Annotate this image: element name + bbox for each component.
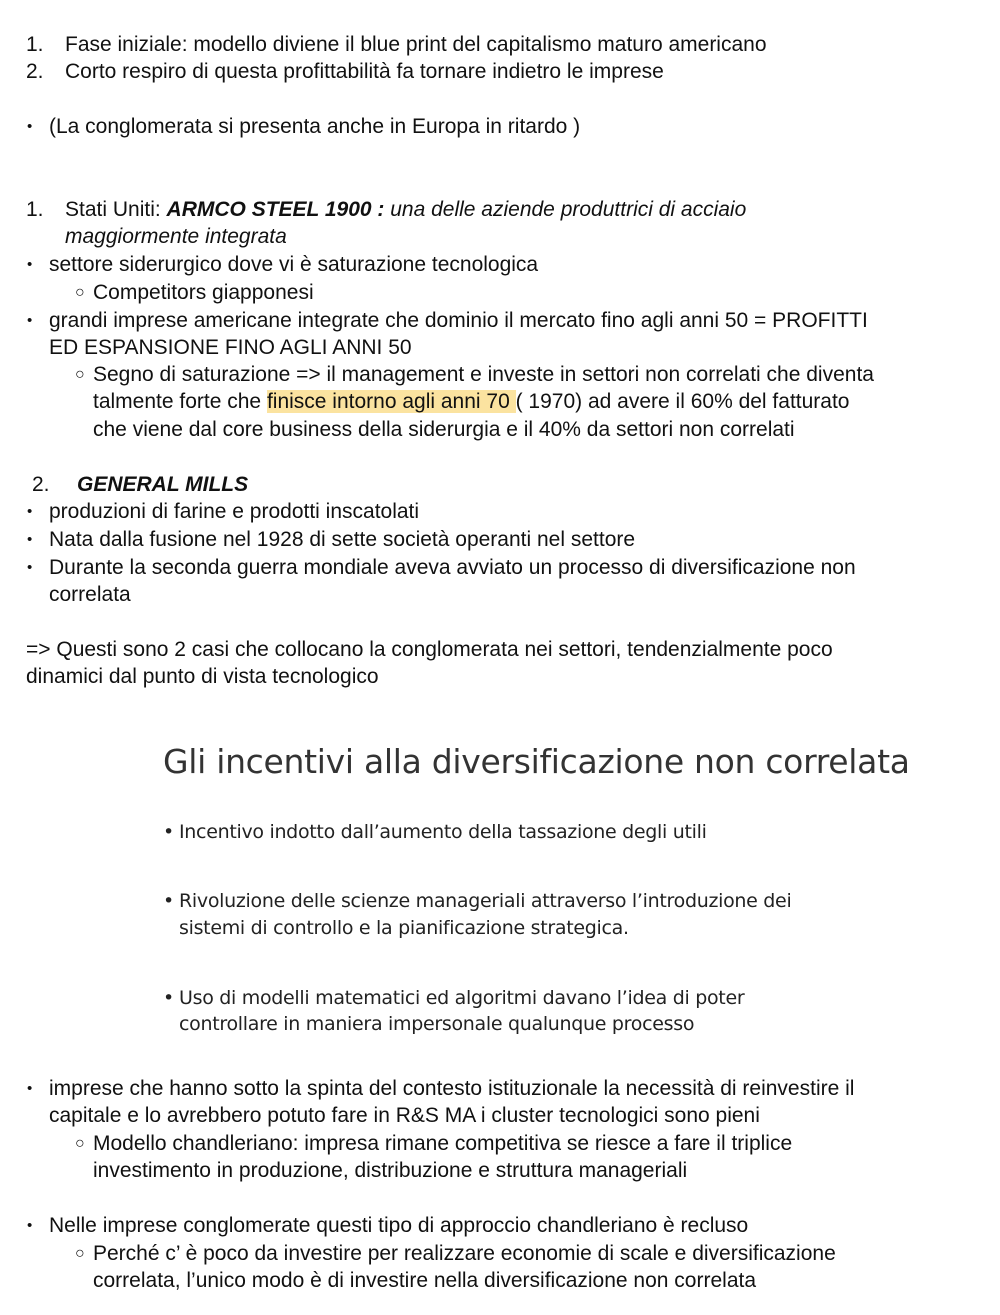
sub-bullet-marker: ○: [75, 1135, 85, 1152]
conclusion: => Questi sono 2 casi che collocano la conglomerata nei settori, tendenzialmente poco: [26, 638, 833, 661]
text-run: talmente forte che: [93, 390, 267, 413]
bullet-marker: •: [163, 821, 175, 843]
list-item-text: Fase iniziale: modello diviene il blue print del capitalismo maturo americano: [65, 33, 767, 56]
final-sub-bullet-2: Perché c’ è poco da investire per realizzare economie di scale e diversificazione: [93, 1242, 836, 1265]
slide-item-3-cont: controllare in maniera impersonale qualunque processo: [179, 1013, 695, 1035]
europe-note: (La conglomerata si presenta anche in Europa in ritardo ): [49, 115, 581, 138]
sub-bullet-marker: ○: [75, 366, 85, 383]
armco-prefix: Stati Uniti:: [65, 198, 167, 221]
bullet-marker: •: [27, 1080, 33, 1097]
armco-bullet-1: settore siderurgico dove vi è saturazione tecnologica: [49, 253, 539, 276]
armco-desc-cont: maggiormente integrata: [65, 225, 287, 248]
final-bullet-2: Nelle imprese conglomerate questi tipo di approccio chandleriano è recluso: [49, 1214, 749, 1237]
gm-bullet-1: produzioni di farine e prodotti inscatolati: [49, 500, 420, 523]
gm-heading: GENERAL MILLS: [77, 473, 249, 496]
armco-sub-bullet-2: Segno di saturazione => il management e investe in settori non correlati che diventa: [93, 363, 874, 386]
sub-bullet-marker: ○: [75, 1245, 85, 1262]
final-sub-bullet-1-cont: investimento in produzione, distribuzione e struttura manageriali: [93, 1159, 688, 1182]
armco-sub-bullet-1: Competitors giapponesi: [93, 281, 314, 304]
text-run: ( 1970) ad avere il 60% del fatturato: [515, 390, 850, 413]
list-number: 2.: [32, 473, 50, 496]
list-number: 2.: [26, 60, 44, 83]
list-number: 1.: [26, 198, 44, 221]
conclusion-cont: dinamici dal punto di vista tecnologico: [26, 665, 379, 688]
armco-bullet-2-cont: ED ESPANSIONE FINO AGLI ANNI 50: [49, 336, 412, 359]
bullet-marker: •: [27, 503, 33, 520]
bullet-marker: •: [27, 312, 33, 329]
bullet-marker: •: [163, 890, 175, 912]
bullet-marker: •: [27, 118, 33, 135]
list-item-text: Corto respiro di questa profittabilità fa tornare indietro le imprese: [65, 60, 664, 83]
bullet-marker: •: [27, 256, 33, 273]
armco-heading: [65, 196, 746, 223]
slide-item-3: Uso di modelli matematici ed algoritmi davano l’idea di poter: [179, 987, 745, 1009]
bullet-marker: •: [27, 1217, 33, 1234]
armco-sub-bullet-2-cont: che viene dal core business della siderurgia e il 40% da settori non correlati: [93, 418, 795, 441]
sub-bullet-marker: ○: [75, 284, 85, 301]
slide-title: Gli incentivi alla diversificazione non correlata: [163, 742, 910, 781]
final-sub-bullet-2-cont: correlata, l’unico modo è di investire nella diversificazione non correlata: [93, 1269, 757, 1292]
final-bullet-1: imprese che hanno sotto la spinta del contesto istituzionale la necessità di reinvestire il: [49, 1077, 855, 1100]
final-sub-bullet-1: Modello chandleriano: impresa rimane competitiva se riesce a fare il triplice: [93, 1132, 793, 1155]
highlighted-text: finisce intorno agli anni 70: [266, 390, 516, 413]
list-number: 1.: [26, 33, 44, 56]
gm-bullet-3-cont: correlata: [49, 583, 131, 606]
final-bullet-1-cont: capitale e lo avrebbero potuto fare in R&S MA i cluster tecnologici sono pieni: [49, 1104, 760, 1127]
slide-item-1: Incentivo indotto dall’aumento della tassazione degli utili: [179, 821, 707, 843]
gm-bullet-3: Durante la seconda guerra mondiale aveva avviato un processo di diversificazione non: [49, 556, 856, 579]
bullet-marker: •: [27, 531, 33, 548]
gm-bullet-2: Nata dalla fusione nel 1928 di sette società operanti nel settore: [49, 528, 636, 551]
armco-bullet-2: grandi imprese americane integrate che dominio il mercato fino agli anni 50 = PROFITTI: [49, 309, 868, 332]
bullet-marker: •: [163, 987, 175, 1009]
slide-item-2-cont: sistemi di controllo e la pianificazione strategica.: [179, 917, 629, 939]
bullet-marker: •: [27, 559, 33, 576]
armco-sub-bullet-2-cont: [93, 388, 849, 415]
slide-item-2: Rivoluzione delle scienze manageriali attraverso l’introduzione dei: [179, 890, 792, 912]
armco-desc: una delle aziende produttrici di acciaio: [384, 198, 747, 221]
armco-name: ARMCO STEEL 1900 :: [166, 198, 385, 221]
